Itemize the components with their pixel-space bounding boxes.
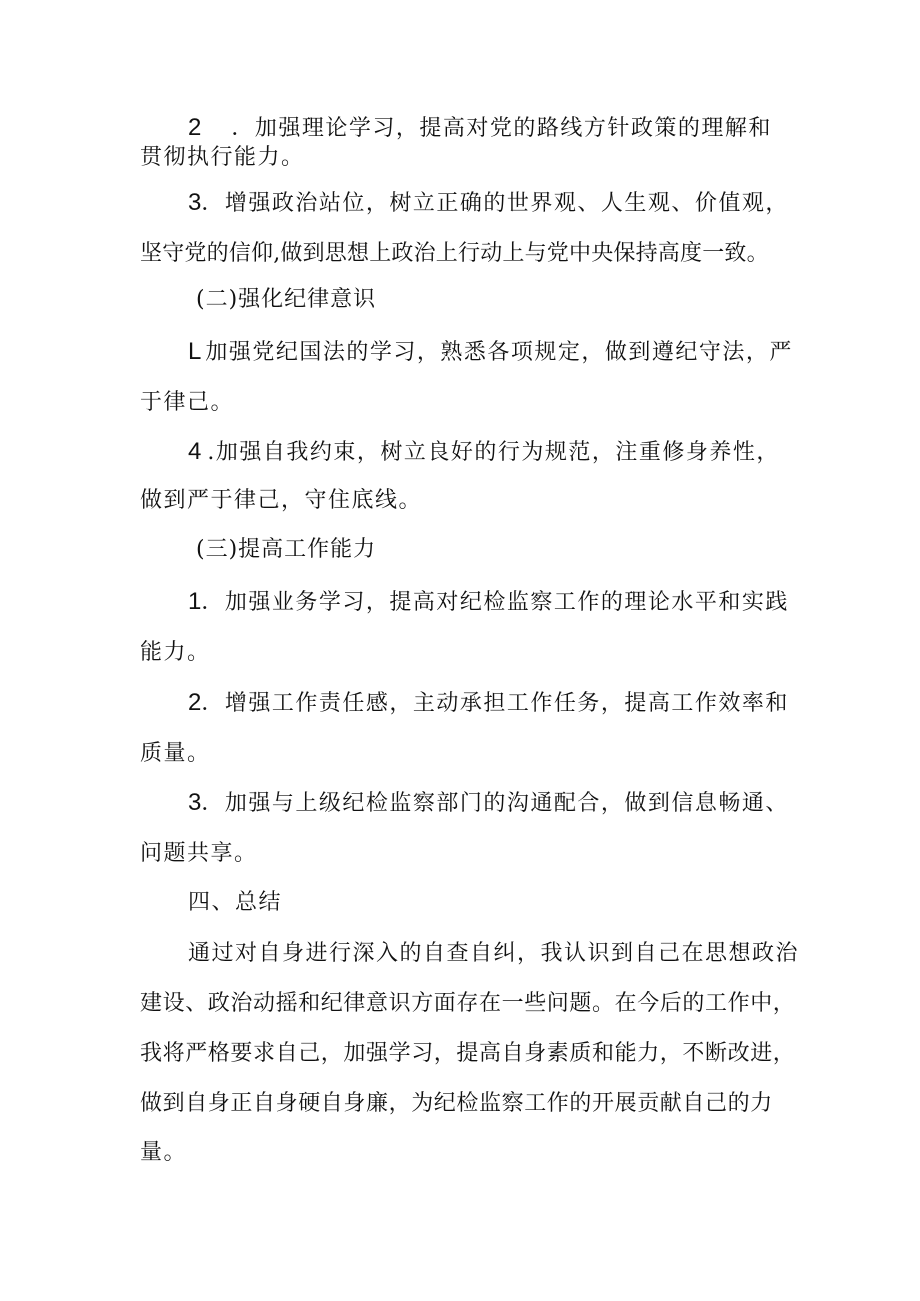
item-number: 4 [188,438,202,465]
item-text: ．加强与上级纪检监察部门的沟通配合，做到信息畅通、 [201,791,789,816]
item-number: 2 [188,689,202,716]
item-number: 3 [188,189,202,216]
item-2-line-1 [188,113,772,144]
discipline-item-1-line-2: 于律己。 [140,390,235,415]
summary-line-2: 建设、政治动摇和纪律意识方面存在一些问题。在今后的工作中， [140,991,796,1016]
discipline-item-4-line-1 [188,437,780,468]
item-number: 3 [188,789,202,816]
item-text: ．增强工作责任感，主动承担工作任务，提高工作效率和 [201,691,789,716]
summary-line-5: 量。 [140,1140,188,1165]
item-3-line-2: 坚守党的信仰,做到思想上政治上行动上与党中央保持高度一致。 [140,241,769,266]
item-number: L [188,338,202,365]
item-text: ．加强业务学习，提高对纪检监察工作的理论水平和实践 [201,590,789,615]
ability-item-2-line-1 [188,688,789,719]
ability-item-1-line-2: 能力。 [140,640,211,665]
summary-line-3: 我将严格要求自己，加强学习，提高自身素质和能力，不断改进， [140,1041,796,1066]
ability-item-3-line-2: 问题共享。 [140,841,258,866]
section-heading-4: 四、总结 [188,890,283,915]
section-heading-3: (三)提高工作能力 [196,537,377,562]
item-3-line-1 [188,188,789,219]
ability-item-3-line-1 [188,788,789,819]
item-number: 2 [188,114,202,141]
item-text: ．增强政治站位，树立正确的世界观、人生观、价值观， [201,191,789,216]
item-number: 1 [188,588,202,615]
item-2-line-2: 贯彻执行能力。 [140,145,305,170]
discipline-item-4-line-2: 做到严于律己，守住底线。 [140,488,423,513]
summary-line-4: 做到自身正自身硬自身廉，为纪检监察工作的开展贡献自己的力 [140,1091,773,1116]
item-text: ．加强理论学习，提高对党的路线方针政策的理解和 [231,116,772,141]
section-heading-2: (二)强化纪律意识 [196,287,377,312]
summary-line-1: 通过对自身进行深入的自查自纠，我认识到自己在思想政治 [188,941,800,966]
ability-item-2-line-2: 质量。 [140,741,211,766]
item-text: .加强自我约束，树立良好的行为规范，注重修身养性， [207,440,780,465]
ability-item-1-line-1 [188,587,789,618]
discipline-item-1-line-1 [188,337,793,368]
item-text: 加强党纪国法的学习，熟悉各项规定，做到遵纪守法，严 [205,340,793,365]
